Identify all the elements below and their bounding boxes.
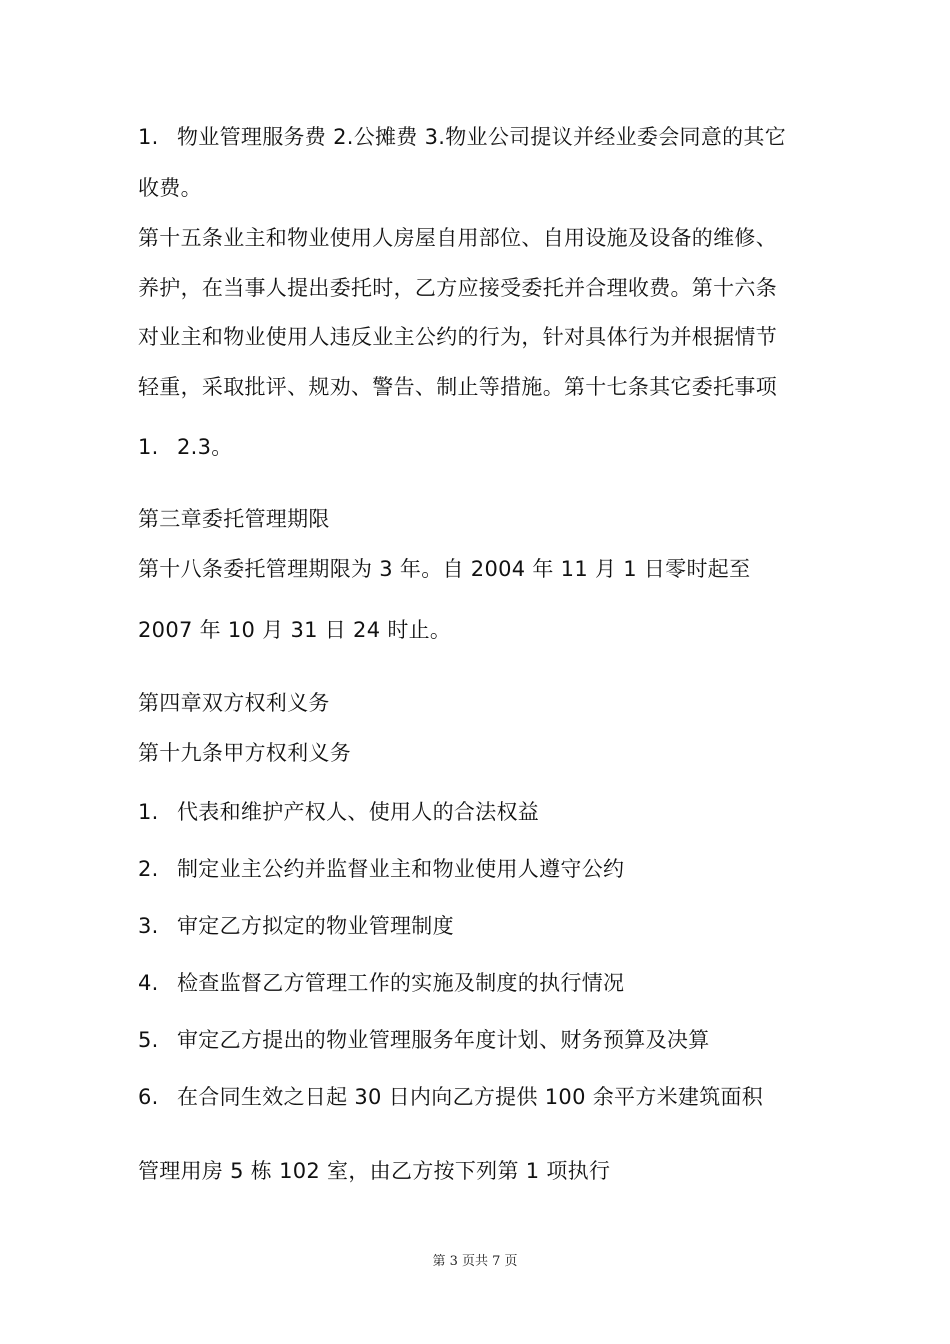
page-number-footer: 第 3 页共 7 页 xyxy=(432,1254,518,1269)
line-text: 代表和维护产权人、使用人的合法权益 xyxy=(177,800,540,824)
chapter-heading xyxy=(138,689,330,717)
list-number: 4. xyxy=(138,971,159,995)
list-number: 1. xyxy=(138,435,159,459)
list-number: 5. xyxy=(138,1028,159,1052)
line-text: 收费。 xyxy=(138,176,202,200)
chapter-heading xyxy=(138,505,330,533)
article-heading xyxy=(138,739,351,767)
line-text: 第十八条委托管理期限为 3 年。自 2004 年 11 月 1 日零时起至 xyxy=(138,557,751,581)
list-number: 2. xyxy=(138,857,159,881)
line-text: 2007 年 10 月 31 日 24 时止。 xyxy=(138,618,452,642)
list-item xyxy=(138,1026,710,1054)
line-text: 检查监督乙方管理工作的实施及制度的执行情况 xyxy=(177,971,625,995)
line-text: 第四章双方权利义务 xyxy=(138,691,330,715)
list-number: 6. xyxy=(138,1085,159,1109)
document-line xyxy=(138,123,786,151)
document-line xyxy=(138,555,750,583)
line-text: 第十九条甲方权利义务 xyxy=(138,741,351,765)
list-item xyxy=(138,912,454,940)
line-text: 养护，在当事人提出委托时，乙方应接受委托并合理收费。第十六条 xyxy=(138,276,777,300)
document-line xyxy=(138,616,451,644)
document-line xyxy=(138,274,777,302)
document-line xyxy=(138,373,777,401)
list-item xyxy=(138,798,539,826)
list-number: 1. xyxy=(138,125,159,149)
document-line xyxy=(138,323,777,351)
line-text: 对业主和物业使用人违反业主公约的行为，针对具体行为并根据情节 xyxy=(138,325,777,349)
document-line xyxy=(138,224,777,252)
line-text: 轻重，采取批评、规劝、警告、制止等措施。第十七条其它委托事项 xyxy=(138,375,777,399)
list-item xyxy=(138,969,624,997)
list-number: 1. xyxy=(138,800,159,824)
line-text: 物业管理服务费 2.公摊费 3.物业公司提议并经业委会同意的其它 xyxy=(177,125,787,149)
line-text: 制定业主公约并监督业主和物业使用人遵守公约 xyxy=(177,857,625,881)
list-item xyxy=(138,1083,763,1111)
document-line xyxy=(138,433,233,461)
document-line xyxy=(138,1157,610,1185)
document-line xyxy=(138,174,202,202)
line-text: 第三章委托管理期限 xyxy=(138,507,330,531)
line-text: 在合同生效之日起 30 日内向乙方提供 100 余平方米建筑面积 xyxy=(177,1085,764,1109)
line-text: 审定乙方拟定的物业管理制度 xyxy=(177,914,454,938)
list-item xyxy=(138,855,624,883)
line-text: 第十五条业主和物业使用人房屋自用部位、自用设施及设备的维修、 xyxy=(138,226,777,250)
line-text: 审定乙方提出的物业管理服务年度计划、财务预算及决算 xyxy=(177,1028,710,1052)
line-text: 2.3。 xyxy=(177,435,233,459)
line-text: 管理用房 5 栋 102 室，由乙方按下列第 1 项执行 xyxy=(138,1159,611,1183)
list-number: 3. xyxy=(138,914,159,938)
